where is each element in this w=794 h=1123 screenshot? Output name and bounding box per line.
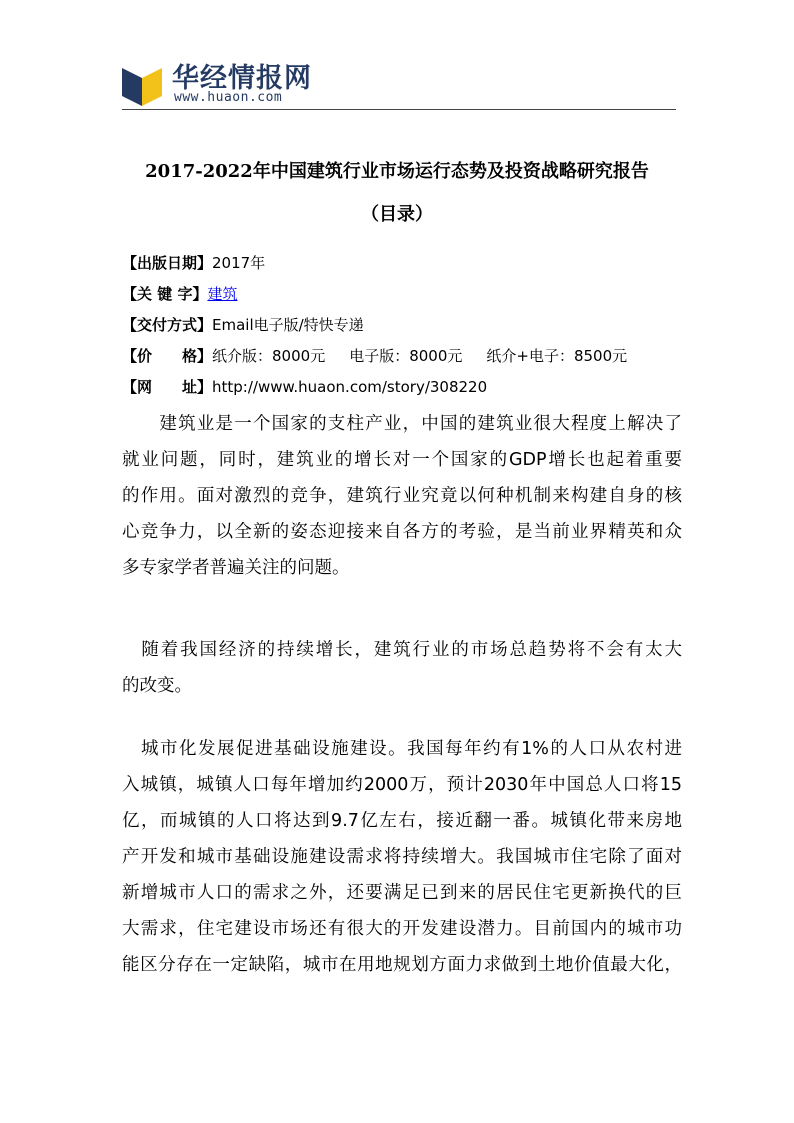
logo-url[interactable]: www.huaon.com [174, 90, 283, 105]
price-email: 电子版：8000元 [349, 347, 463, 365]
logo-name: 华经情报网 [172, 63, 312, 94]
meta-delivery [122, 315, 364, 335]
paragraph-line: 的改变。 [122, 676, 192, 696]
paragraph-line: 建筑业是一个国家的支柱产业，中国的建筑业很大程度上解决了 [122, 414, 682, 434]
page-header [122, 54, 676, 110]
meta-price [122, 346, 627, 366]
paragraph-line: 心竞争力，以全新的姿态迎接来自各方的考验，是当前业界精英和众 [122, 522, 682, 542]
logo-icon [122, 62, 162, 106]
paragraph [122, 731, 682, 983]
paragraph [122, 406, 682, 586]
keyword-link[interactable]: 建筑 [207, 285, 238, 303]
paragraph-line: 产开发和城市基础设施建设需求将持续增大。我国城市住宅除了面对 [122, 847, 682, 867]
meta-key: 【关 键 字】 [122, 285, 208, 303]
header-divider [122, 109, 676, 110]
price-both: 纸介+电子：8500元 [486, 347, 628, 365]
paragraph-line: 随着我国经济的持续增长，建筑行业的市场总趋势将不会有太大 [122, 640, 682, 660]
price-paper: 纸介版：8000元 [212, 347, 326, 365]
meta-key: 【交付方式】 [122, 316, 213, 334]
meta-keywords [122, 284, 237, 304]
meta-key: 【价 格】 [122, 347, 213, 365]
paragraph [122, 632, 682, 704]
meta-value: 2017年 [212, 254, 266, 272]
paragraph-line: 亿，而城镇的人口将达到9.7亿左右，接近翻一番。城镇化带来房地 [122, 811, 682, 831]
meta-publish-date [122, 253, 265, 273]
report-title: 2017-2022年中国建筑行业市场运行态势及投资战略研究报告 [145, 161, 649, 182]
meta-value: Email电子版/特快专递 [212, 316, 364, 334]
paragraph-line: 能区分存在一定缺陷，城市在用地规划方面力求做到土地价值最大化， [122, 955, 682, 975]
paragraph-line: 的作用。面对激烈的竞争，建筑行业究竟以何种机制来构建自身的核 [122, 486, 682, 506]
paragraph-line: 就业问题，同时，建筑业的增长对一个国家的GDP增长也起着重要 [122, 450, 682, 470]
paragraph-line: 城市化发展促进基础设施建设。我国每年约有1%的人口从农村进 [122, 739, 682, 759]
paragraph-line: 入城镇，城镇人口每年增加约2000万，预计2030年中国总人口将15 [122, 775, 682, 795]
paragraph-line: 新增城市人口的需求之外，还要满足已到来的居民住宅更新换代的巨 [122, 883, 682, 903]
url-value[interactable]: http://www.huaon.com/story/308220 [212, 378, 488, 396]
meta-url [122, 377, 487, 397]
paragraph-line: 多专家学者普遍关注的问题。 [122, 558, 350, 578]
paragraph-line: 大需求，住宅建设市场还有很大的开发建设潜力。目前国内的城市功 [122, 919, 682, 939]
meta-key: 【出版日期】 [122, 254, 213, 272]
meta-key: 【网 址】 [122, 378, 213, 396]
report-subtitle: （目录） [361, 204, 433, 225]
